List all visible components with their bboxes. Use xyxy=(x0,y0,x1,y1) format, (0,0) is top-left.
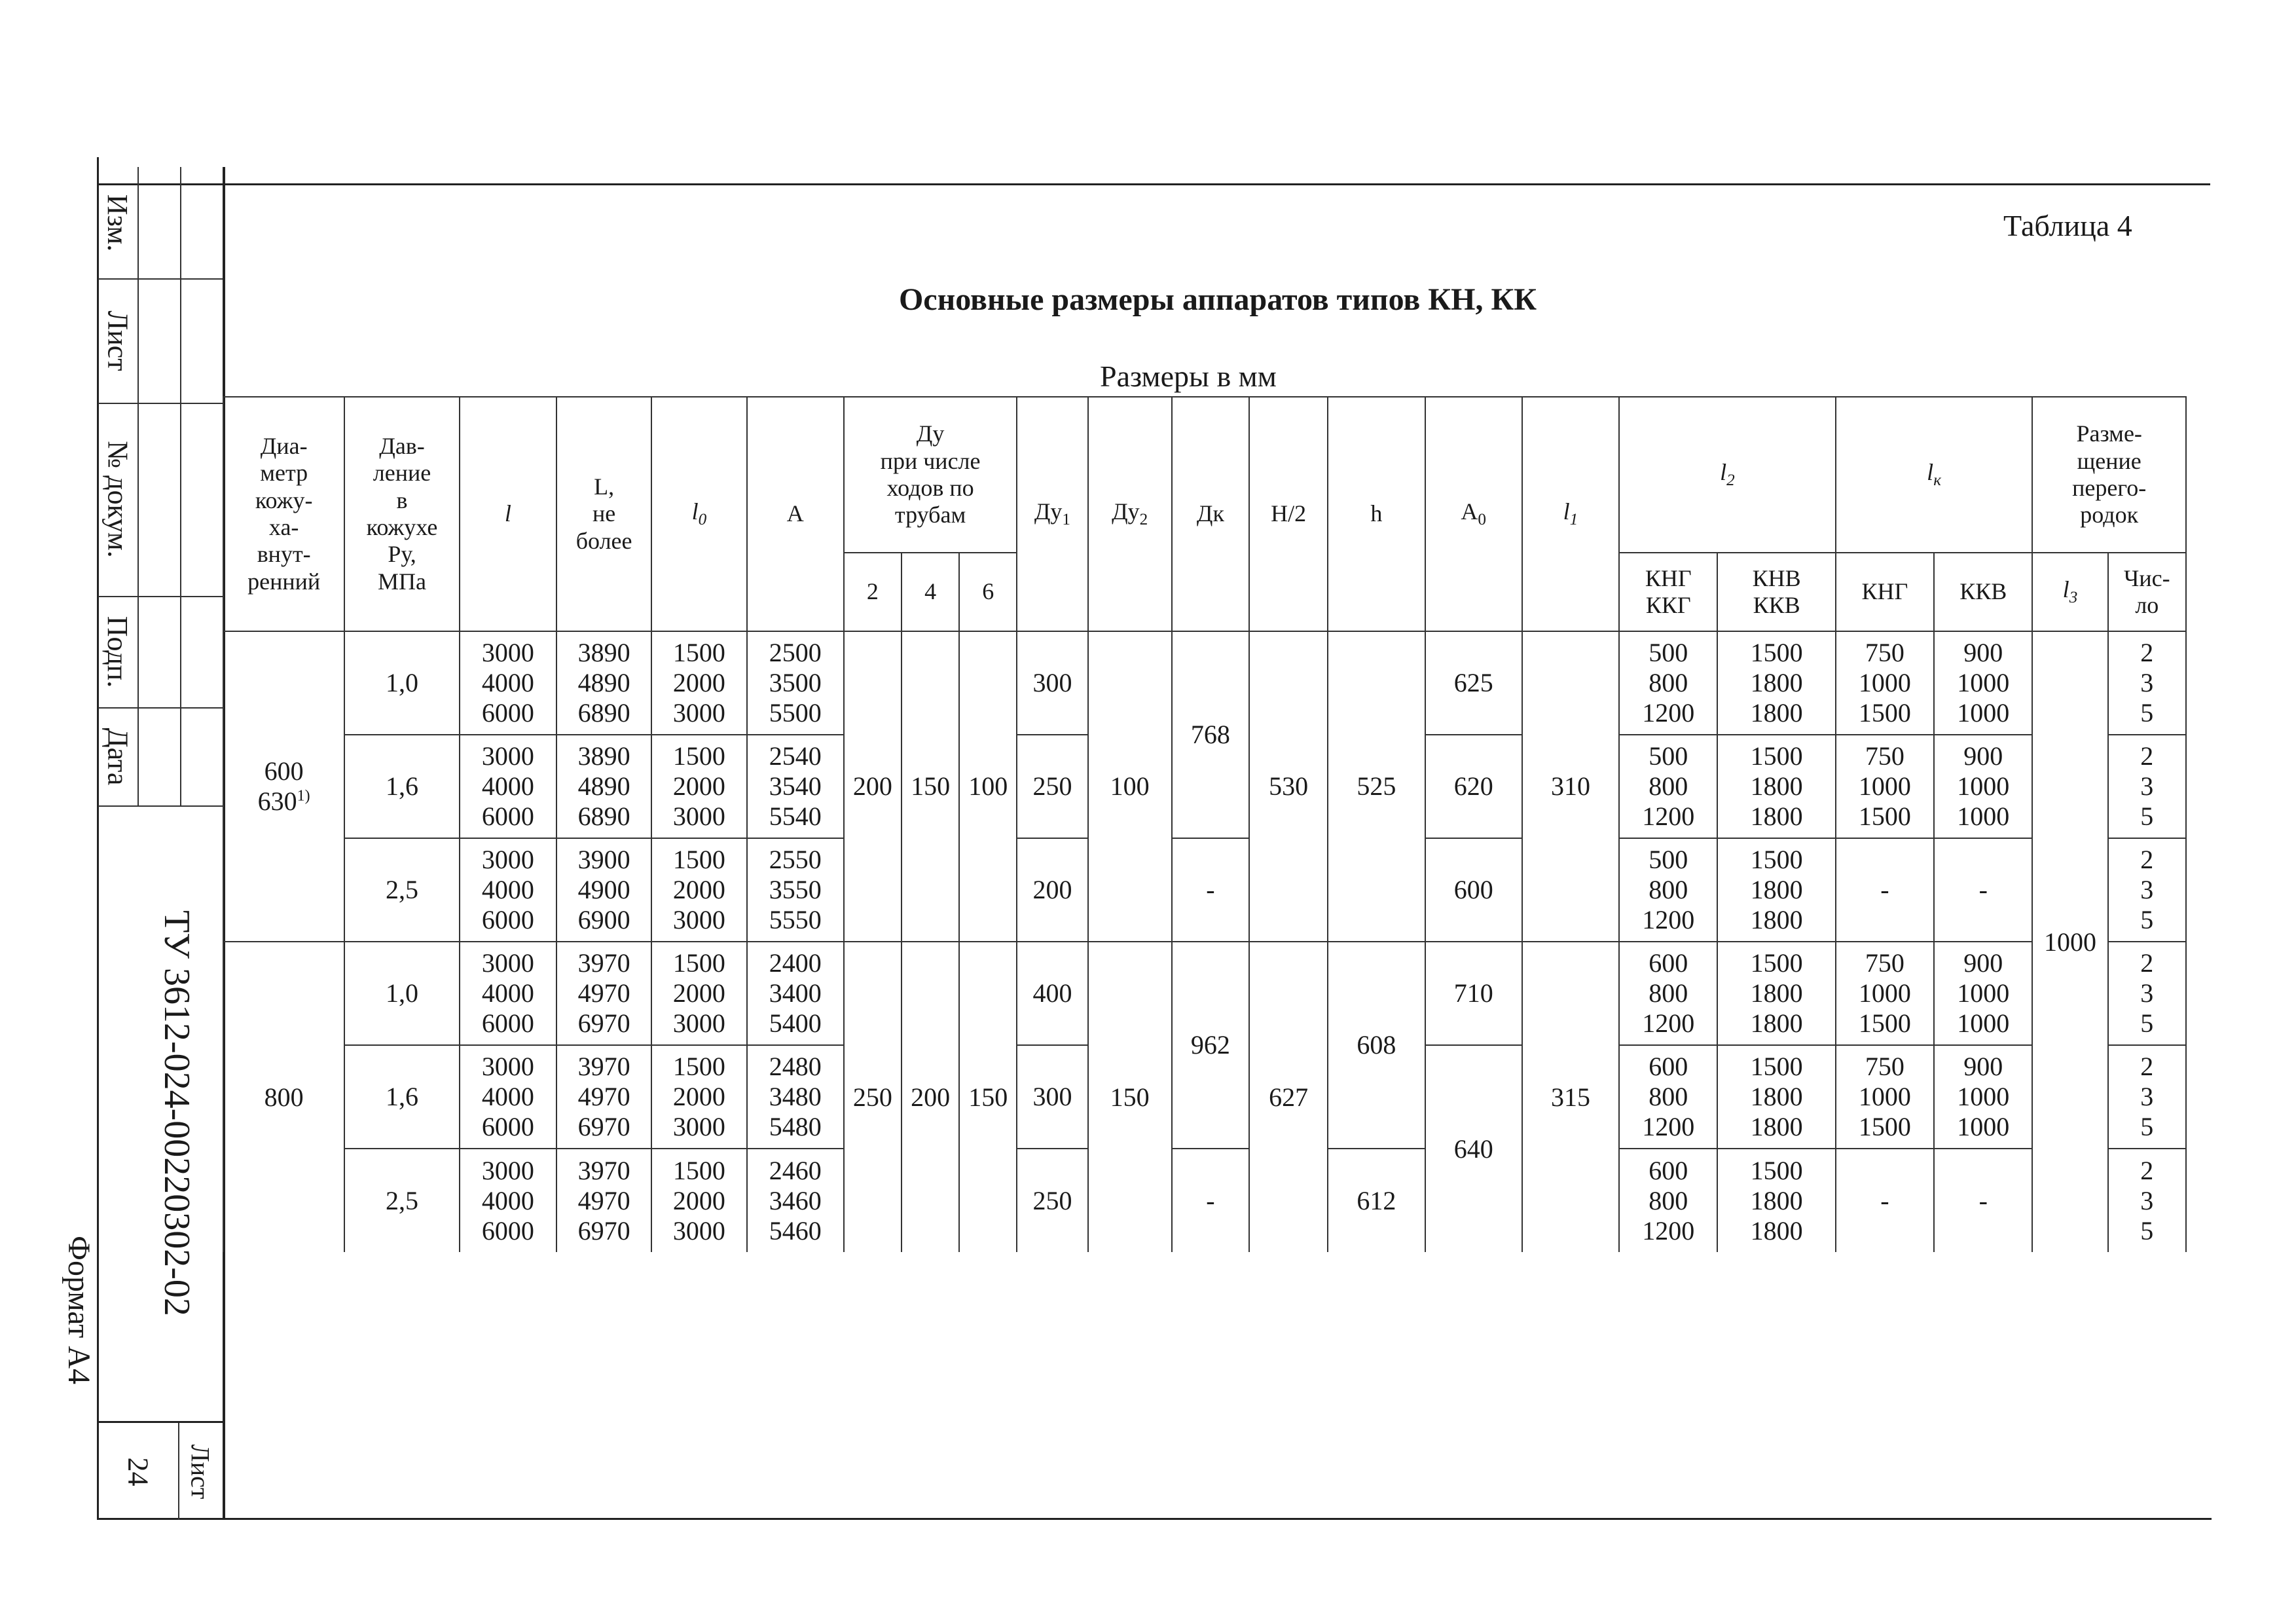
col-partitions: Разме- щение перего- родок xyxy=(2032,397,2186,553)
lk-kng-cell: - xyxy=(1836,1149,1934,1252)
lk-kkv-cell: 900 1000 1000 xyxy=(1934,631,2032,735)
l-cell: 3000 4000 6000 xyxy=(460,631,556,735)
col-h2: Н/2 xyxy=(1249,397,1328,631)
frame-top-line xyxy=(97,183,2210,185)
l2-kng-cell: 500 800 1200 xyxy=(1619,631,1717,735)
h2-cell: 530 xyxy=(1249,631,1328,942)
lk-kkv-cell: - xyxy=(1934,838,2032,942)
L-cell: 3900 4900 6900 xyxy=(556,838,651,942)
table-title: Основные размеры аппаратов типов КН, КК xyxy=(898,282,1537,317)
l0-cell: 1500 2000 3000 xyxy=(651,735,746,838)
lk-kng-cell: - xyxy=(1836,838,1934,942)
l-cell: 3000 4000 6000 xyxy=(460,1149,556,1252)
pressure-cell: 1,6 xyxy=(344,735,459,838)
l2-knv-cell: 1500 1800 1800 xyxy=(1717,838,1835,942)
pressure-cell: 2,5 xyxy=(344,1149,459,1252)
l2-knv-cell: 1500 1800 1800 xyxy=(1717,1045,1835,1149)
du1-cell: 200 xyxy=(1017,838,1087,942)
document-designation: ТУ 3612-024-00220302-02 xyxy=(156,910,197,1316)
strip-label-izm: Изм. xyxy=(101,194,134,251)
count-cell: 2 3 5 xyxy=(2108,1045,2186,1149)
pressure-cell: 1,0 xyxy=(344,631,459,735)
L-cell: 3970 4970 6970 xyxy=(556,1149,651,1252)
lk-kng-cell: 750 1000 1500 xyxy=(1836,1045,1934,1149)
lk-kng-cell: 750 1000 1500 xyxy=(1836,631,1934,735)
col-lk-kng: КНГ xyxy=(1836,553,1934,631)
l0-cell: 1500 2000 3000 xyxy=(651,942,746,1045)
strip-label-podp: Подп. xyxy=(101,616,134,688)
l-cell: 3000 4000 6000 xyxy=(460,942,556,1045)
l2-knv-cell: 1500 1800 1800 xyxy=(1717,631,1835,735)
col-l2: $l_2$ xyxy=(1619,397,1836,553)
h-cell: 612 xyxy=(1328,1149,1425,1252)
strip-label-doc: № докум. xyxy=(101,441,134,558)
lk-kng-cell: 750 1000 1500 xyxy=(1836,942,1934,1045)
strip-label-data: Дата xyxy=(101,728,134,785)
l2-knv-cell: 1500 1800 1800 xyxy=(1717,942,1835,1045)
col-h: h xyxy=(1328,397,1425,631)
du1-cell: 250 xyxy=(1017,1149,1087,1252)
A-cell: 2480 3480 5480 xyxy=(747,1045,844,1149)
sheet-box xyxy=(98,1421,223,1520)
col-lk-kkv: ККВ xyxy=(1934,553,2032,631)
du1-cell: 400 xyxy=(1017,942,1087,1045)
du1-cell: 250 xyxy=(1017,735,1087,838)
l0-cell: 1500 2000 3000 xyxy=(651,1149,746,1252)
col-du1: $Ду_1$ xyxy=(1017,397,1087,631)
l-cell: 3000 4000 6000 xyxy=(460,838,556,942)
table-row xyxy=(223,838,2186,942)
col-du-2: 2 xyxy=(844,553,902,631)
col-du-4: 4 xyxy=(902,553,959,631)
col-l2-kng: КНГ ККГ xyxy=(1619,553,1717,631)
du2-cell: 200 xyxy=(844,631,902,942)
L-cell: 3970 4970 6970 xyxy=(556,1045,651,1149)
frame-bottom-line xyxy=(97,1518,2212,1520)
L-cell: 3970 4970 6970 xyxy=(556,942,651,1045)
col-diameter: Диа- метр кожу- ха- внут- ренний xyxy=(223,397,344,631)
dy2-cell: 150 xyxy=(1088,942,1172,1252)
pressure-cell: 1,6 xyxy=(344,1045,459,1149)
h-cell: 608 xyxy=(1328,942,1425,1149)
l-cell: 3000 4000 6000 xyxy=(460,735,556,838)
l0-cell: 1500 2000 3000 xyxy=(651,1045,746,1149)
A-cell: 2460 3460 5460 xyxy=(747,1149,844,1252)
l-cell: 3000 4000 6000 xyxy=(460,1045,556,1149)
count-cell: 2 3 5 xyxy=(2108,631,2186,735)
du1-cell: 300 xyxy=(1017,631,1087,735)
l1-cell: 310 xyxy=(1522,631,1619,942)
col-lk: $l_к$ xyxy=(1836,397,2033,553)
sheet-number: 24 xyxy=(122,1457,155,1486)
dk-cell: 962 xyxy=(1172,942,1249,1149)
l2-knv-cell: 1500 1800 1800 xyxy=(1717,1149,1835,1252)
dk-cell: 768 xyxy=(1172,631,1249,838)
col-L: L, не более xyxy=(556,397,651,631)
lk-kkv-cell: 900 1000 1000 xyxy=(1934,1045,2032,1149)
units-note: Размеры в мм xyxy=(1100,360,1277,393)
col-du2: $Ду_2$ xyxy=(1088,397,1172,631)
col-l2-knv: КНВ ККВ xyxy=(1717,553,1835,631)
lk-kkv-cell: - xyxy=(1934,1149,2032,1252)
table-number: Таблица 4 xyxy=(2003,209,2132,242)
A-cell: 2400 3400 5400 xyxy=(747,942,844,1045)
col-l0: $l_0$ xyxy=(651,397,746,631)
col-du: Ду при числе ходов по трубам xyxy=(844,397,1017,553)
format-label: Формат А4 xyxy=(61,1235,96,1384)
a0-cell: 620 xyxy=(1425,735,1522,838)
h2-cell: 627 xyxy=(1249,942,1328,1252)
dimensions-table xyxy=(223,396,2187,1252)
dk-cell: - xyxy=(1172,838,1249,942)
a0-cell: 625 xyxy=(1425,631,1522,735)
du1-cell: 300 xyxy=(1017,1045,1087,1149)
col-du-6: 6 xyxy=(959,553,1017,631)
du2-cell: 250 xyxy=(844,942,902,1252)
pressure-cell: 2,5 xyxy=(344,838,459,942)
revision-strip-cells xyxy=(98,167,223,807)
du4-cell: 200 xyxy=(902,942,959,1252)
a0-cell: 710 xyxy=(1425,942,1522,1045)
A-cell: 2550 3550 5550 xyxy=(747,838,844,942)
A-cell: 2500 3500 5500 xyxy=(747,631,844,735)
lk-kkv-cell: 900 1000 1000 xyxy=(1934,942,2032,1045)
L-cell: 3890 4890 6890 xyxy=(556,631,651,735)
table-row xyxy=(223,631,2186,735)
l2-kng-cell: 600 800 1200 xyxy=(1619,1045,1717,1149)
strip-label-list: Лист xyxy=(101,310,134,371)
col-l: l xyxy=(460,397,556,631)
dk-cell: - xyxy=(1172,1149,1249,1252)
l0-cell: 1500 2000 3000 xyxy=(651,631,746,735)
count-cell: 2 3 5 xyxy=(2108,1149,2186,1252)
L-cell: 3890 4890 6890 xyxy=(556,735,651,838)
lk-kkv-cell: 900 1000 1000 xyxy=(1934,735,2032,838)
diameter-cell: 600 630$^{1)}$ xyxy=(223,631,344,942)
count-cell: 2 3 5 xyxy=(2108,838,2186,942)
strip-divider-2 xyxy=(180,167,181,805)
dy2-cell: 100 xyxy=(1088,631,1172,942)
du6-cell: 100 xyxy=(959,631,1017,942)
col-a0: $А_0$ xyxy=(1425,397,1522,631)
col-pressure: Дав- ление в кожухе Ру, МПа xyxy=(344,397,459,631)
du4-cell: 150 xyxy=(902,631,959,942)
a0-cell: 640 xyxy=(1425,1045,1522,1252)
sheet-label: Лист xyxy=(185,1444,215,1499)
table-row xyxy=(223,1149,2186,1252)
table-row xyxy=(223,942,2186,1045)
h-cell: 525 xyxy=(1328,631,1425,942)
col-count: Чис- ло xyxy=(2108,553,2186,631)
l2-kng-cell: 500 800 1200 xyxy=(1619,838,1717,942)
strip-divider-1 xyxy=(137,167,139,805)
l1-cell: 315 xyxy=(1522,942,1619,1252)
lk-kng-cell: 750 1000 1500 xyxy=(1836,735,1934,838)
pressure-cell: 1,0 xyxy=(344,942,459,1045)
l2-knv-cell: 1500 1800 1800 xyxy=(1717,735,1835,838)
col-l3: $l_3$ xyxy=(2032,553,2107,631)
count-cell: 2 3 5 xyxy=(2108,942,2186,1045)
diameter-cell: 800 xyxy=(223,942,344,1252)
col-A: А xyxy=(747,397,844,631)
col-l1: $l_1$ xyxy=(1522,397,1619,631)
count-cell: 2 3 5 xyxy=(2108,735,2186,838)
A-cell: 2540 3540 5540 xyxy=(747,735,844,838)
col-dk: Дк xyxy=(1172,397,1249,631)
l0-cell: 1500 2000 3000 xyxy=(651,838,746,942)
du6-cell: 150 xyxy=(959,942,1017,1252)
a0-cell: 600 xyxy=(1425,838,1522,942)
l3-cell: 1000 xyxy=(2032,631,2107,1252)
l2-kng-cell: 600 800 1200 xyxy=(1619,942,1717,1045)
l2-kng-cell: 600 800 1200 xyxy=(1619,1149,1717,1252)
l2-kng-cell: 500 800 1200 xyxy=(1619,735,1717,838)
